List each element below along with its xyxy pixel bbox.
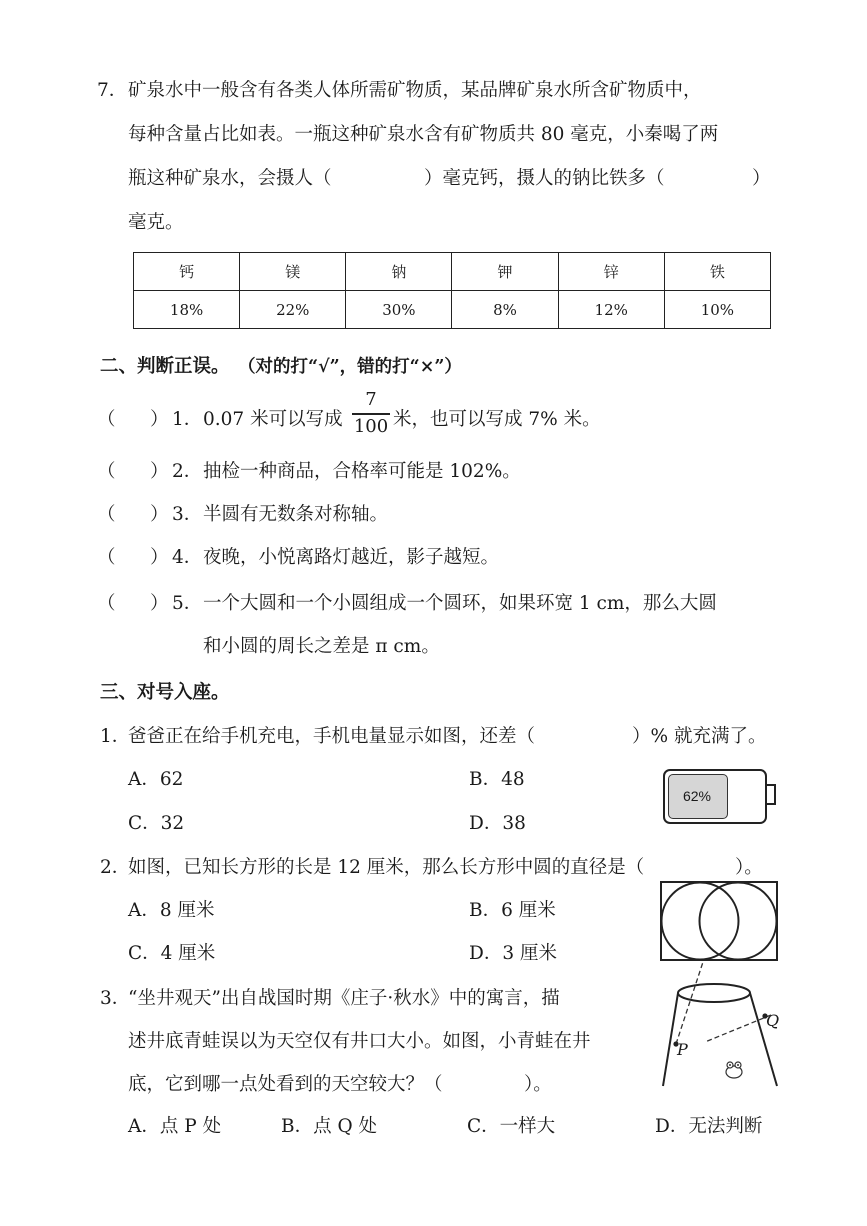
battery-terminal — [767, 784, 776, 805]
fraction-numerator: 7 — [365, 389, 377, 410]
label-q: Q — [766, 1011, 780, 1030]
mc-q3-line-2: 述井底青蛙误以为天空仅有井口大小。如图，小青蛙在井 — [128, 1031, 591, 1052]
judge-answer-blank[interactable]: ） — [150, 461, 169, 482]
mineral-header-row — [134, 253, 771, 291]
mc-q1-option-c[interactable]: C．32 — [128, 813, 185, 834]
mc-q2-number: 2． — [100, 857, 131, 878]
mineral-header-cell: 铁 — [664, 253, 770, 291]
mc-q2-option-b[interactable]: B．6 厘米 — [469, 900, 556, 921]
judge-item-number: 4． — [172, 547, 203, 568]
mc-q2-option-d[interactable]: D．3 厘米 — [469, 943, 557, 964]
q7-line-4: 毫克。 — [128, 212, 184, 233]
mc-q3-option-a[interactable]: A．点 P 处 — [128, 1116, 222, 1137]
mineral-table — [133, 252, 771, 329]
battery-icon — [663, 769, 767, 824]
mc-q2-text-cont: ）。 — [735, 857, 763, 878]
judge-item-text-line2: 和小圆的周长之差是 π cm。 — [203, 636, 440, 657]
judge-answer-blank[interactable]: ） — [150, 593, 169, 614]
rectangle-outline — [661, 882, 777, 960]
mineral-header-cell: 镁 — [240, 253, 346, 291]
mc-q3-line-3a: 底，它到哪一点处看到的天空较大？（ — [128, 1074, 443, 1095]
mineral-header-cell: 锌 — [558, 253, 664, 291]
mineral-value-row — [134, 291, 771, 329]
mc-q1-option-b[interactable]: B．48 — [469, 769, 525, 790]
section2-note: （对的打“√”，错的打“×”） — [238, 357, 462, 377]
mc-q2-text: 如图，已知长方形的长是 12 厘米，那么长方形中圆的直径是（ — [128, 857, 645, 878]
mineral-value-cell: 8% — [452, 291, 558, 329]
mc-q3-number: 3． — [100, 988, 131, 1009]
judge-item-text: 半圆有无数条对称轴。 — [203, 504, 389, 525]
mineral-value-cell: 18% — [134, 291, 240, 329]
fraction-bar — [352, 413, 390, 415]
judge-paren-open: （ — [97, 409, 116, 430]
judge-item-number: 3． — [172, 504, 203, 525]
mineral-value-cell: 12% — [558, 291, 664, 329]
judge-item-text-cont: 米，也可以写成 7% 米。 — [393, 409, 601, 430]
judge-paren-open: （ — [97, 504, 116, 525]
mineral-value-cell: 30% — [346, 291, 452, 329]
mc-q2-option-c[interactable]: C．4 厘米 — [128, 943, 216, 964]
q7-number: 7． — [97, 80, 128, 101]
battery-label: 62% — [682, 788, 712, 804]
sight-line-p — [676, 962, 703, 1044]
q7-line-1: 矿泉水中一般含有各类人体所需矿物质，某品牌矿泉水所含矿物质中， — [128, 80, 702, 101]
judge-item-text: 一个大圆和一个小圆组成一个圆环，如果环宽 1 cm，那么大圆 — [203, 593, 717, 614]
rectangle-circles-figure — [660, 881, 778, 961]
judge-item-text: 夜晚，小悦离路灯越近，影子越短。 — [203, 547, 500, 568]
mc-q1-option-d[interactable]: D．38 — [469, 813, 526, 834]
judge-answer-blank[interactable]: ） — [150, 409, 169, 430]
label-p: P — [677, 1040, 688, 1059]
judge-answer-blank[interactable]: ） — [150, 504, 169, 525]
judge-item-number: 1． — [172, 409, 203, 430]
q7-line-3c: ） — [752, 168, 771, 189]
mc-q1-number: 1． — [100, 726, 131, 747]
judge-paren-open: （ — [97, 461, 116, 482]
mineral-header-cell: 钠 — [346, 253, 452, 291]
judge-answer-blank[interactable]: ） — [150, 547, 169, 568]
judge-item-text: 抽检一种商品，合格率可能是 102%。 — [203, 461, 521, 482]
mineral-value-cell: 10% — [664, 291, 770, 329]
mineral-header-cell: 钾 — [452, 253, 558, 291]
fraction — [352, 389, 390, 441]
mc-q3-option-c[interactable]: C．一样大 — [467, 1116, 556, 1137]
well-left-wall — [663, 993, 678, 1086]
judge-item-text: 0.07 米可以写成 — [203, 409, 343, 430]
section3-title: 三、对号入座。 — [100, 682, 230, 703]
mineral-value-cell: 22% — [240, 291, 346, 329]
frog-icon — [726, 1062, 742, 1078]
q7-line-3b: ）毫克钙，摄人的钠比铁多（ — [424, 168, 665, 189]
judge-paren-open: （ — [97, 547, 116, 568]
mc-q1-option-a[interactable]: A．62 — [128, 769, 184, 790]
mc-q1-text: 爸爸正在给手机充电，手机电量显示如图，还差（ — [128, 726, 536, 747]
mc-q3-line-3b: ）。 — [524, 1074, 552, 1095]
judge-item-number: 5． — [172, 593, 203, 614]
mc-q3-option-d[interactable]: D．无法判断 — [655, 1116, 763, 1137]
mc-q3-option-b[interactable]: B．点 Q 处 — [281, 1116, 378, 1137]
section2-title: 二、判断正误。 — [100, 356, 230, 377]
mineral-header-cell: 钙 — [134, 253, 240, 291]
q7-line-3a: 瓶这种矿泉水，会摄人（ — [128, 168, 332, 189]
mc-q1-text-cont: ）% 就充满了。 — [632, 726, 767, 747]
judge-paren-open: （ — [97, 593, 116, 614]
q7-line-2: 每种含量占比如表。一瓶这种矿泉水含有矿物质共 80 毫克，小秦喝了两 — [128, 124, 719, 145]
judge-item-number: 2． — [172, 461, 203, 482]
well-mouth — [678, 984, 750, 1002]
mc-q3-line-1: “坐井观天”出自战国时期《庄子·秋水》中的寓言，描 — [128, 988, 560, 1009]
fraction-denominator: 100 — [353, 416, 389, 437]
well-right-wall — [750, 993, 780, 1086]
mc-q2-option-a[interactable]: A．8 厘米 — [128, 900, 215, 921]
